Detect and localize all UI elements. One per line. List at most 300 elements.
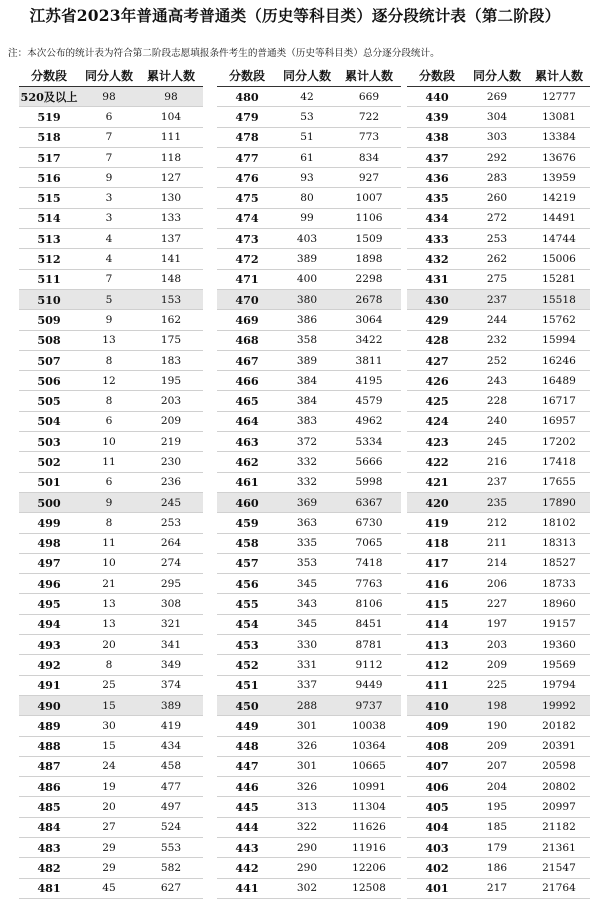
table-row bbox=[19, 696, 203, 716]
table-row bbox=[407, 696, 590, 716]
same-score-count-cell: 29 bbox=[102, 841, 116, 854]
column-header: 分数段 bbox=[228, 68, 265, 83]
table-row bbox=[407, 473, 590, 493]
same-score-count-cell: 45 bbox=[102, 882, 116, 895]
cumulative-count-cell: 834 bbox=[358, 151, 380, 164]
cumulative-count-cell: 130 bbox=[160, 192, 182, 205]
cumulative-count-cell: 15994 bbox=[542, 334, 576, 347]
cumulative-count-cell: 203 bbox=[160, 395, 182, 408]
score-cell: 429 bbox=[425, 312, 449, 327]
same-score-count-cell: 42 bbox=[300, 90, 314, 103]
score-cell: 497 bbox=[37, 556, 61, 571]
same-score-count-cell: 13 bbox=[102, 618, 116, 631]
score-cell: 505 bbox=[37, 394, 61, 409]
cumulative-count-cell: 209 bbox=[160, 415, 182, 428]
same-score-count-cell: 8 bbox=[105, 516, 113, 529]
same-score-count-cell: 253 bbox=[486, 232, 508, 245]
same-score-count-cell: 400 bbox=[296, 273, 318, 286]
cumulative-count-cell: 15281 bbox=[542, 273, 576, 286]
table-row bbox=[407, 615, 590, 635]
cumulative-count-cell: 722 bbox=[358, 110, 380, 123]
score-cell: 411 bbox=[425, 678, 449, 693]
score-cell: 442 bbox=[235, 860, 259, 875]
same-score-count-cell: 186 bbox=[486, 861, 508, 874]
score-cell: 506 bbox=[37, 373, 61, 388]
score-cell: 407 bbox=[425, 759, 449, 774]
same-score-count-cell: 322 bbox=[296, 821, 318, 834]
score-cell: 408 bbox=[425, 739, 449, 754]
score-cell: 512 bbox=[37, 252, 61, 267]
same-score-count-cell: 8 bbox=[105, 658, 113, 671]
table-row bbox=[19, 452, 203, 472]
cumulative-count-cell: 13676 bbox=[542, 151, 576, 164]
table-row bbox=[407, 331, 590, 351]
same-score-count-cell: 99 bbox=[300, 212, 314, 225]
table-row bbox=[407, 107, 590, 127]
table-row bbox=[19, 757, 203, 777]
table-row bbox=[217, 270, 401, 290]
score-cell: 456 bbox=[235, 576, 259, 591]
table-row bbox=[19, 635, 203, 655]
cumulative-count-cell: 18960 bbox=[542, 598, 576, 611]
same-score-count-cell: 185 bbox=[486, 821, 508, 834]
score-cell: 463 bbox=[235, 434, 259, 449]
same-score-count-cell: 93 bbox=[300, 171, 314, 184]
cumulative-count-cell: 264 bbox=[160, 537, 182, 550]
same-score-count-cell: 21 bbox=[102, 577, 116, 590]
same-score-count-cell: 209 bbox=[486, 658, 508, 671]
cumulative-count-cell: 374 bbox=[160, 679, 182, 692]
score-cell: 404 bbox=[425, 820, 449, 835]
cumulative-count-cell: 16717 bbox=[542, 395, 576, 408]
score-cell: 401 bbox=[425, 881, 449, 896]
cumulative-count-cell: 497 bbox=[160, 801, 182, 814]
score-cell: 492 bbox=[37, 657, 61, 672]
score-cell: 489 bbox=[37, 718, 61, 733]
score-cell: 427 bbox=[425, 353, 449, 368]
cumulative-count-cell: 627 bbox=[160, 882, 182, 895]
table-row bbox=[217, 716, 401, 736]
table-row bbox=[19, 412, 203, 432]
cumulative-count-cell: 230 bbox=[160, 455, 182, 468]
table-row bbox=[217, 310, 401, 330]
score-cell: 415 bbox=[425, 597, 449, 612]
cumulative-count-cell: 10665 bbox=[352, 760, 386, 773]
same-score-count-cell: 197 bbox=[486, 618, 508, 631]
cumulative-count-cell: 8106 bbox=[355, 598, 383, 611]
score-cell: 462 bbox=[235, 454, 259, 469]
cumulative-count-cell: 20997 bbox=[542, 801, 576, 814]
table-header bbox=[217, 64, 401, 87]
same-score-count-cell: 290 bbox=[296, 861, 318, 874]
score-cell: 426 bbox=[425, 373, 449, 388]
same-score-count-cell: 326 bbox=[296, 740, 318, 753]
table-row bbox=[407, 270, 590, 290]
same-score-count-cell: 353 bbox=[296, 557, 318, 570]
score-cell: 466 bbox=[235, 373, 259, 388]
cumulative-count-cell: 15006 bbox=[542, 253, 576, 266]
score-cell: 421 bbox=[425, 475, 449, 490]
table-row bbox=[19, 432, 203, 452]
table-row bbox=[407, 371, 590, 391]
score-cell: 453 bbox=[235, 637, 259, 652]
cumulative-count-cell: 219 bbox=[160, 435, 182, 448]
same-score-count-cell: 206 bbox=[486, 577, 508, 590]
cumulative-count-cell: 19794 bbox=[542, 679, 576, 692]
same-score-count-cell: 27 bbox=[102, 821, 116, 834]
score-cell: 405 bbox=[425, 800, 449, 815]
score-cell: 465 bbox=[235, 394, 259, 409]
cumulative-count-cell: 7065 bbox=[355, 537, 383, 550]
score-cell: 519 bbox=[37, 109, 61, 124]
same-score-count-cell: 8 bbox=[105, 354, 113, 367]
score-cell: 436 bbox=[425, 170, 449, 185]
same-score-count-cell: 232 bbox=[486, 334, 508, 347]
cumulative-count-cell: 20391 bbox=[542, 740, 576, 753]
same-score-count-cell: 345 bbox=[296, 618, 318, 631]
same-score-count-cell: 204 bbox=[486, 780, 508, 793]
score-cell: 476 bbox=[235, 170, 259, 185]
score-cell: 510 bbox=[37, 292, 61, 307]
same-score-count-cell: 29 bbox=[102, 861, 116, 874]
same-score-count-cell: 10 bbox=[102, 435, 116, 448]
table-row bbox=[407, 797, 590, 817]
cumulative-count-cell: 153 bbox=[160, 293, 182, 306]
cumulative-count-cell: 4195 bbox=[355, 374, 383, 387]
same-score-count-cell: 4 bbox=[105, 253, 113, 266]
table-row bbox=[19, 655, 203, 675]
score-cell: 414 bbox=[425, 617, 449, 632]
same-score-count-cell: 61 bbox=[300, 151, 314, 164]
cumulative-count-cell: 236 bbox=[160, 476, 182, 489]
table-row bbox=[217, 757, 401, 777]
score-cell: 507 bbox=[37, 353, 61, 368]
cumulative-count-cell: 10038 bbox=[352, 719, 386, 732]
score-cell: 430 bbox=[425, 292, 449, 307]
score-cell: 424 bbox=[425, 414, 449, 429]
table-row bbox=[407, 838, 590, 858]
table-row bbox=[407, 452, 590, 472]
cumulative-count-cell: 1106 bbox=[355, 212, 383, 225]
table-row bbox=[217, 858, 401, 878]
same-score-count-cell: 275 bbox=[486, 273, 508, 286]
table-row bbox=[19, 168, 203, 188]
same-score-count-cell: 235 bbox=[486, 496, 508, 509]
same-score-count-cell: 243 bbox=[486, 374, 508, 387]
cumulative-count-cell: 14491 bbox=[542, 212, 576, 225]
table-row bbox=[19, 493, 203, 513]
cumulative-count-cell: 162 bbox=[160, 313, 182, 326]
cumulative-count-cell: 5666 bbox=[355, 455, 383, 468]
column-header: 累计人数 bbox=[344, 68, 393, 83]
same-score-count-cell: 10 bbox=[102, 557, 116, 570]
same-score-count-cell: 190 bbox=[486, 719, 508, 732]
same-score-count-cell: 216 bbox=[486, 455, 508, 468]
same-score-count-cell: 20 bbox=[102, 638, 116, 651]
same-score-count-cell: 332 bbox=[296, 476, 318, 489]
same-score-count-cell: 260 bbox=[486, 192, 508, 205]
score-cell: 485 bbox=[37, 800, 61, 815]
table-row bbox=[407, 310, 590, 330]
cumulative-count-cell: 13959 bbox=[542, 171, 576, 184]
cumulative-count-cell: 1898 bbox=[355, 253, 383, 266]
table-row bbox=[19, 310, 203, 330]
score-cell: 513 bbox=[37, 231, 61, 246]
score-cell: 494 bbox=[37, 617, 61, 632]
cumulative-count-cell: 1007 bbox=[355, 192, 383, 205]
table-row bbox=[407, 168, 590, 188]
same-score-count-cell: 179 bbox=[486, 841, 508, 854]
cumulative-count-cell: 3064 bbox=[355, 313, 383, 326]
same-score-count-cell: 203 bbox=[486, 638, 508, 651]
score-cell: 434 bbox=[425, 211, 449, 226]
table-row bbox=[217, 879, 401, 899]
table-row bbox=[217, 574, 401, 594]
table-row bbox=[407, 128, 590, 148]
score-cell: 452 bbox=[235, 657, 259, 672]
table-row bbox=[407, 757, 590, 777]
table-row bbox=[217, 594, 401, 614]
same-score-count-cell: 363 bbox=[296, 516, 318, 529]
table-row bbox=[407, 655, 590, 675]
table-row bbox=[217, 554, 401, 574]
score-cell: 440 bbox=[425, 89, 449, 104]
same-score-count-cell: 19 bbox=[102, 780, 116, 793]
table-row bbox=[19, 290, 203, 310]
score-cell: 428 bbox=[425, 333, 449, 348]
cumulative-count-cell: 20802 bbox=[542, 780, 576, 793]
cumulative-count-cell: 14219 bbox=[542, 192, 576, 205]
score-cell: 500 bbox=[37, 495, 61, 510]
same-score-count-cell: 6 bbox=[105, 110, 113, 123]
table-row bbox=[19, 229, 203, 249]
table-row bbox=[407, 777, 590, 797]
table-row bbox=[217, 676, 401, 696]
cumulative-count-cell: 183 bbox=[160, 354, 182, 367]
cumulative-count-cell: 7418 bbox=[355, 557, 383, 570]
table-row bbox=[407, 534, 590, 554]
score-cell: 417 bbox=[425, 556, 449, 571]
cumulative-count-cell: 11626 bbox=[352, 821, 386, 834]
cumulative-count-cell: 582 bbox=[160, 861, 182, 874]
table-row bbox=[19, 879, 203, 899]
table-row bbox=[19, 615, 203, 635]
table-row bbox=[217, 188, 401, 208]
same-score-count-cell: 262 bbox=[486, 253, 508, 266]
cumulative-count-cell: 3811 bbox=[355, 354, 383, 367]
same-score-count-cell: 13 bbox=[102, 334, 116, 347]
cumulative-count-cell: 1509 bbox=[355, 232, 383, 245]
same-score-count-cell: 330 bbox=[296, 638, 318, 651]
same-score-count-cell: 228 bbox=[486, 395, 508, 408]
table-row bbox=[217, 432, 401, 452]
table-row bbox=[407, 716, 590, 736]
score-cell: 471 bbox=[235, 272, 259, 287]
table-row bbox=[19, 676, 203, 696]
same-score-count-cell: 7 bbox=[105, 273, 113, 286]
same-score-count-cell: 283 bbox=[486, 171, 508, 184]
score-cell: 472 bbox=[235, 252, 259, 267]
cumulative-count-cell: 10364 bbox=[352, 740, 386, 753]
same-score-count-cell: 8 bbox=[105, 395, 113, 408]
score-cell: 517 bbox=[37, 150, 61, 165]
table-row bbox=[217, 615, 401, 635]
table-row bbox=[217, 797, 401, 817]
score-cell: 493 bbox=[37, 637, 61, 652]
score-cell: 432 bbox=[425, 252, 449, 267]
same-score-count-cell: 30 bbox=[102, 719, 116, 732]
score-cell: 482 bbox=[37, 860, 61, 875]
score-cell: 515 bbox=[37, 191, 61, 206]
same-score-count-cell: 13 bbox=[102, 598, 116, 611]
same-score-count-cell: 272 bbox=[486, 212, 508, 225]
cumulative-count-cell: 349 bbox=[160, 658, 182, 671]
cumulative-count-cell: 21764 bbox=[542, 882, 576, 895]
score-cell: 419 bbox=[425, 515, 449, 530]
cumulative-count-cell: 19360 bbox=[542, 638, 576, 651]
table-row bbox=[19, 513, 203, 533]
score-cell: 455 bbox=[235, 597, 259, 612]
table-row bbox=[407, 858, 590, 878]
table-row bbox=[217, 818, 401, 838]
same-score-count-cell: 288 bbox=[296, 699, 318, 712]
same-score-count-cell: 358 bbox=[296, 334, 318, 347]
same-score-count-cell: 217 bbox=[486, 882, 508, 895]
cumulative-count-cell: 458 bbox=[160, 760, 182, 773]
cumulative-count-cell: 16246 bbox=[542, 354, 576, 367]
same-score-count-cell: 252 bbox=[486, 354, 508, 367]
column-header: 同分人数 bbox=[472, 68, 521, 83]
cumulative-count-cell: 19157 bbox=[542, 618, 576, 631]
cumulative-count-cell: 18527 bbox=[542, 557, 576, 570]
same-score-count-cell: 6 bbox=[105, 415, 113, 428]
score-cell: 483 bbox=[37, 840, 61, 855]
cumulative-count-cell: 11304 bbox=[352, 801, 386, 814]
cumulative-count-cell: 20598 bbox=[542, 760, 576, 773]
table-row bbox=[407, 879, 590, 899]
score-cell: 450 bbox=[235, 698, 259, 713]
table-row bbox=[407, 209, 590, 229]
same-score-count-cell: 24 bbox=[102, 760, 116, 773]
cumulative-count-cell: 175 bbox=[160, 334, 182, 347]
same-score-count-cell: 301 bbox=[296, 719, 318, 732]
score-cell: 502 bbox=[37, 454, 61, 469]
table-row bbox=[217, 655, 401, 675]
table-row bbox=[407, 412, 590, 432]
table-header bbox=[407, 64, 590, 87]
score-cell: 412 bbox=[425, 657, 449, 672]
same-score-count-cell: 303 bbox=[486, 131, 508, 144]
table-row bbox=[19, 554, 203, 574]
column-header: 同分人数 bbox=[282, 68, 331, 83]
same-score-count-cell: 384 bbox=[296, 395, 318, 408]
table-row bbox=[217, 351, 401, 371]
score-cell: 416 bbox=[425, 576, 449, 591]
same-score-count-cell: 245 bbox=[486, 435, 508, 448]
score-cell: 451 bbox=[235, 678, 259, 693]
score-cell: 418 bbox=[425, 536, 449, 551]
score-cell: 439 bbox=[425, 109, 449, 124]
table-row bbox=[217, 391, 401, 411]
table-row bbox=[19, 716, 203, 736]
same-score-count-cell: 9 bbox=[105, 171, 113, 184]
cumulative-count-cell: 19992 bbox=[542, 699, 576, 712]
table-row bbox=[19, 209, 203, 229]
score-cell: 518 bbox=[37, 130, 61, 145]
same-score-count-cell: 403 bbox=[296, 232, 318, 245]
cumulative-count-cell: 12508 bbox=[352, 882, 386, 895]
table-row bbox=[19, 331, 203, 351]
score-cell: 520及以上 bbox=[20, 89, 78, 104]
table-row bbox=[19, 797, 203, 817]
cumulative-count-cell: 434 bbox=[160, 740, 182, 753]
cumulative-count-cell: 253 bbox=[160, 516, 182, 529]
same-score-count-cell: 7 bbox=[105, 131, 113, 144]
table-row bbox=[217, 168, 401, 188]
table-note: 注：本次公布的统计表为符合第二阶段志愿填报条件考生的普通类（历史等科目类）总分逐分段统计。 bbox=[8, 48, 440, 59]
table-row bbox=[19, 128, 203, 148]
table-row bbox=[217, 513, 401, 533]
same-score-count-cell: 15 bbox=[102, 699, 116, 712]
table-row bbox=[217, 696, 401, 716]
table-row bbox=[19, 270, 203, 290]
score-cell: 445 bbox=[235, 800, 259, 815]
score-cell: 406 bbox=[425, 779, 449, 794]
table-row bbox=[407, 391, 590, 411]
same-score-count-cell: 80 bbox=[300, 192, 314, 205]
same-score-count-cell: 380 bbox=[296, 293, 318, 306]
score-cell: 444 bbox=[235, 820, 259, 835]
same-score-count-cell: 207 bbox=[486, 760, 508, 773]
table-row bbox=[407, 493, 590, 513]
same-score-count-cell: 290 bbox=[296, 841, 318, 854]
cumulative-count-cell: 669 bbox=[358, 90, 380, 103]
cumulative-count-cell: 15518 bbox=[542, 293, 576, 306]
table-row bbox=[407, 249, 590, 269]
table-row bbox=[217, 534, 401, 554]
score-cell: 469 bbox=[235, 312, 259, 327]
same-score-count-cell: 11 bbox=[102, 455, 116, 468]
same-score-count-cell: 25 bbox=[102, 679, 116, 692]
score-cell: 486 bbox=[37, 779, 61, 794]
table-row bbox=[19, 148, 203, 168]
same-score-count-cell: 11 bbox=[102, 537, 116, 550]
cumulative-count-cell: 127 bbox=[160, 171, 182, 184]
score-cell: 514 bbox=[37, 211, 61, 226]
table-row bbox=[217, 635, 401, 655]
same-score-count-cell: 326 bbox=[296, 780, 318, 793]
same-score-count-cell: 269 bbox=[486, 90, 508, 103]
table-row bbox=[19, 818, 203, 838]
cumulative-count-cell: 7763 bbox=[355, 577, 383, 590]
column-header: 分数段 bbox=[418, 68, 455, 83]
cumulative-count-cell: 274 bbox=[160, 557, 182, 570]
score-cell: 478 bbox=[235, 130, 259, 145]
same-score-count-cell: 369 bbox=[296, 496, 318, 509]
table-row bbox=[19, 858, 203, 878]
cumulative-count-cell: 137 bbox=[160, 232, 182, 245]
cumulative-count-cell: 148 bbox=[160, 273, 182, 286]
score-column-1 bbox=[19, 64, 203, 899]
same-score-count-cell: 209 bbox=[486, 740, 508, 753]
cumulative-count-cell: 419 bbox=[160, 719, 182, 732]
score-cell: 447 bbox=[235, 759, 259, 774]
cumulative-count-cell: 17202 bbox=[542, 435, 576, 448]
cumulative-count-cell: 141 bbox=[160, 253, 182, 266]
same-score-count-cell: 15 bbox=[102, 740, 116, 753]
cumulative-count-cell: 11916 bbox=[352, 841, 386, 854]
same-score-count-cell: 389 bbox=[296, 354, 318, 367]
